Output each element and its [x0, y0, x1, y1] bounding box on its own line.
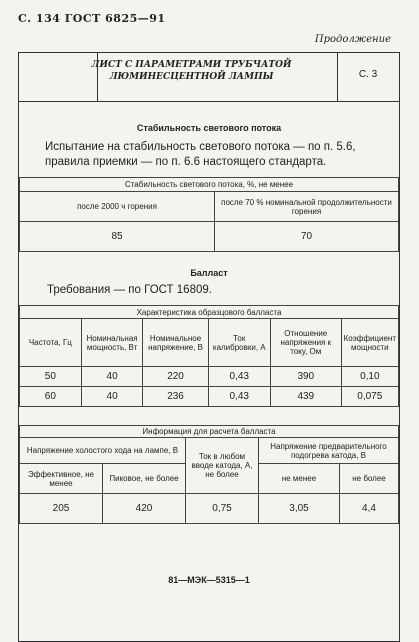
calc-cell: 0,75: [186, 494, 259, 524]
table-row: [20, 387, 399, 407]
ballast-header-power: Номинальная мощность, Вт: [81, 319, 143, 367]
flux-paragraph: [45, 140, 356, 170]
calc-cell: 420: [103, 494, 186, 524]
ballast-cell: 0,10: [341, 367, 398, 387]
flux-value-2000h: 85: [20, 222, 215, 252]
ballast-cell: 40: [81, 367, 143, 387]
calc-table: [19, 425, 399, 524]
ballast-cell: 0,43: [208, 387, 270, 407]
running-header: С. 134 ГОСТ 6825—91: [18, 12, 166, 25]
sheet-frame: [18, 52, 400, 642]
flux-text-line1: Испытание на стабильность светового потока — по п. 5.6,: [45, 141, 356, 153]
ballast-cell: 236: [143, 387, 208, 407]
ballast-header-current: Ток калибровки, А: [208, 319, 270, 367]
calc-header-peak: Пиковое, не более: [103, 464, 186, 494]
ballast-heading: Балласт: [190, 268, 228, 278]
flux-text-line2: правила приемки — по п. 6.6 настоящего стандарта.: [45, 156, 327, 168]
ballast-header-powerfactor: Коэффициент мощности: [341, 319, 398, 367]
sheet-title-line1: ЛИСТ С ПАРАМЕТРАМИ ТРУБЧАТОЙ: [91, 60, 292, 70]
sheet-page-number: С. 3: [358, 69, 378, 80]
flux-value-70pct: 70: [215, 222, 399, 252]
calc-header-current: Ток в любом вводе катода, А, не более: [186, 438, 259, 494]
ballast-header-frequency: Частота, Гц: [20, 319, 82, 367]
flux-table-title: Стабильность светового потока, %, не менее: [20, 178, 399, 192]
ballast-header-voltage: Номинальное напряжение, В: [143, 319, 208, 367]
table-row: [20, 367, 399, 387]
ballast-paragraph: Требования — по ГОСТ 16809.: [47, 284, 212, 296]
calc-cell: 4,4: [340, 494, 399, 524]
calc-header-max: не более: [340, 464, 399, 494]
calc-header-min: не менее: [259, 464, 340, 494]
ballast-header-ratio: Отношение напряжения к току, Ом: [270, 319, 341, 367]
continuation-label: Продолжение: [314, 34, 391, 45]
ballast-table-title: Характеристика образцового балласта: [20, 306, 399, 319]
footer-code: 81—МЭК—5315—1: [168, 575, 250, 585]
ballast-cell: 0,075: [341, 387, 398, 407]
flux-col-70pct: после 70 % номинальной продолжительности горения: [215, 192, 399, 222]
calc-cell: 3,05: [259, 494, 340, 524]
calc-table-title: Информация для расчета балласта: [20, 426, 399, 438]
sheet-header: [19, 53, 399, 102]
ballast-table: [19, 305, 399, 407]
flux-col-2000h: после 2000 ч горения: [20, 192, 215, 222]
ballast-cell: 0,43: [208, 367, 270, 387]
calc-header-voltage: Напряжение холостого хода на лампе, В: [20, 438, 186, 464]
sheet-title-line2: ЛЮМИНЕСЦЕНТНОЙ ЛАМПЫ: [109, 72, 274, 82]
calc-cell: 205: [20, 494, 103, 524]
ballast-cell: 60: [20, 387, 82, 407]
ballast-cell: 220: [143, 367, 208, 387]
ballast-cell: 390: [270, 367, 341, 387]
calc-header-effective: Эффективное, не менее: [20, 464, 103, 494]
calc-header-preheat: Напряжение предварительного подогрева катода, В: [259, 438, 399, 464]
flux-table: [19, 177, 399, 252]
ballast-cell: 439: [270, 387, 341, 407]
sheet-title: [39, 59, 344, 83]
ballast-cell: 50: [20, 367, 82, 387]
flux-heading: Стабильность светового потока: [136, 123, 282, 133]
ballast-cell: 40: [81, 387, 143, 407]
table-row: [20, 494, 399, 524]
